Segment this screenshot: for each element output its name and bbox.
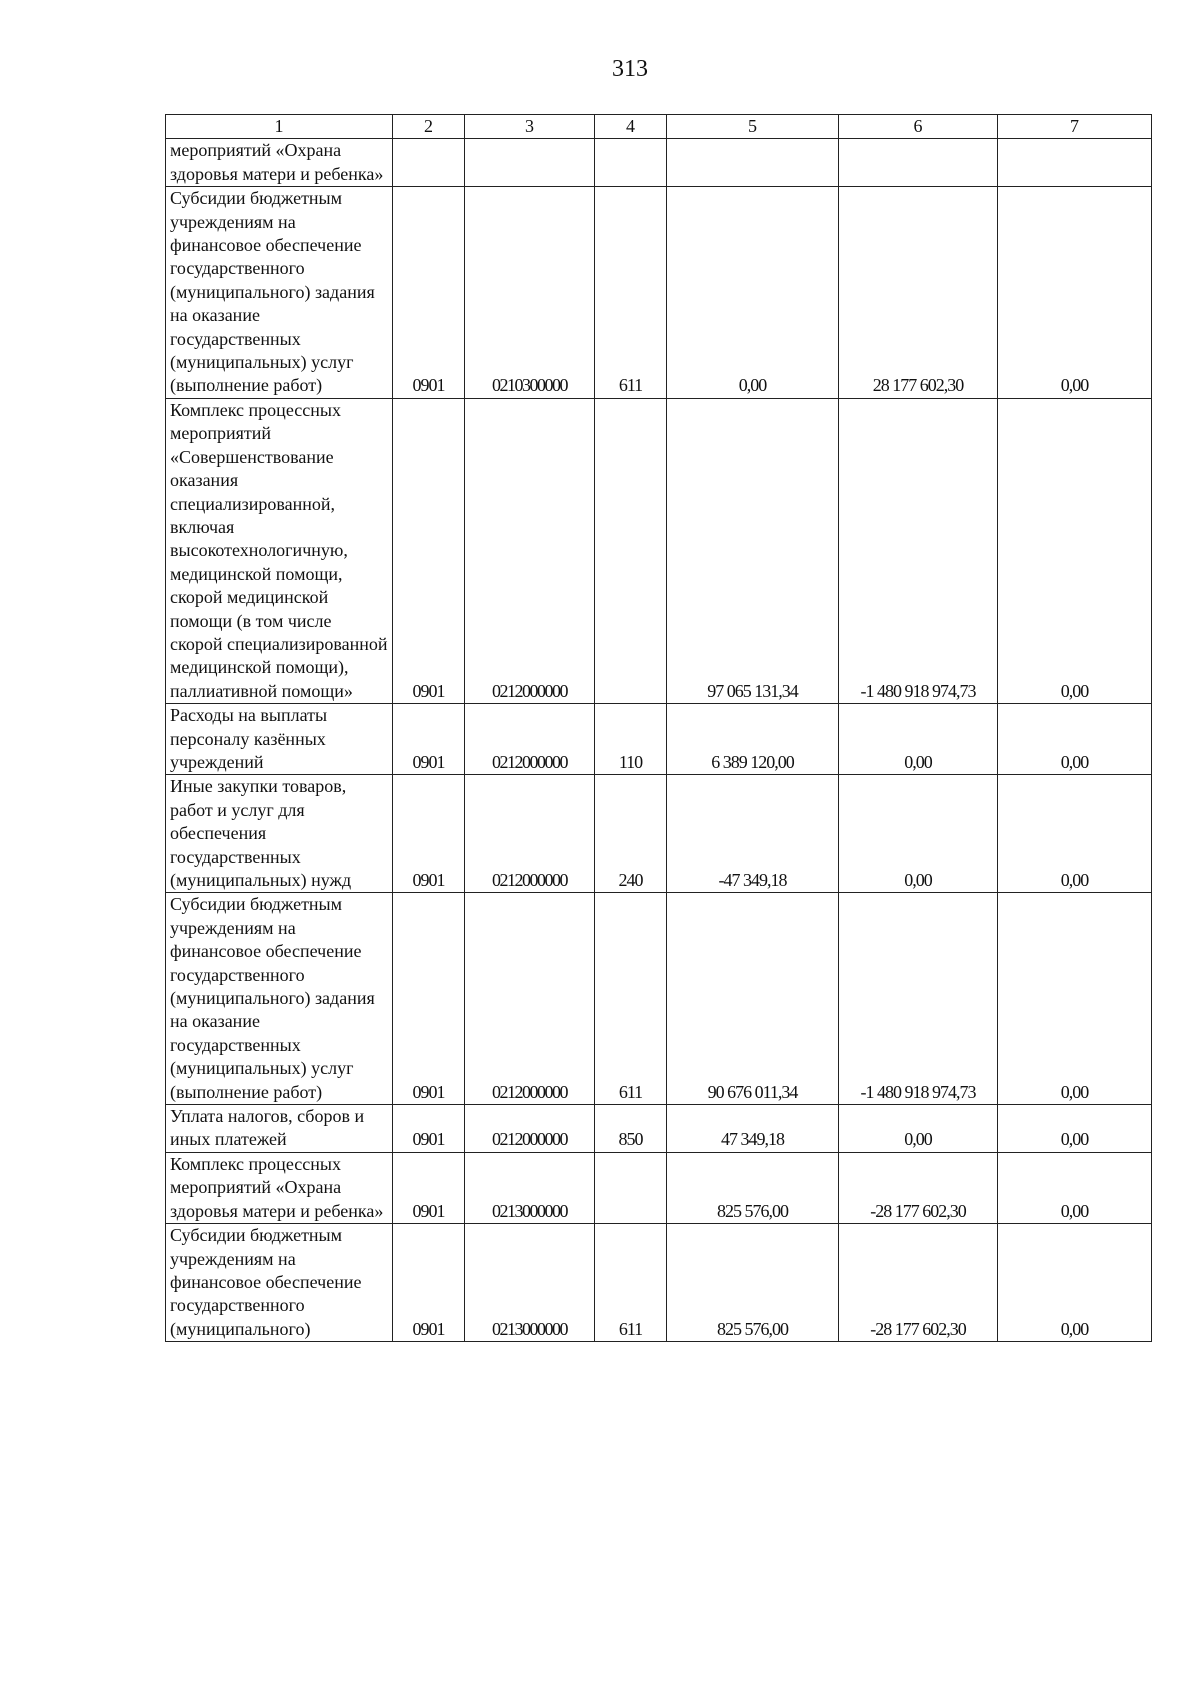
amount-col6: -28 177 602,30 [839, 1224, 998, 1342]
expense-type: 611 [595, 1224, 667, 1342]
table-row [166, 893, 1152, 1105]
section-code: 0901 [393, 1224, 465, 1342]
table-row [166, 1105, 1152, 1153]
expense-type: 611 [595, 187, 667, 399]
target-code: 0212000000 [465, 704, 595, 775]
row-name: Расходы на выплаты персоналу казённых учреждений [166, 704, 393, 775]
row-name: Субсидии бюджетным учреждениям на финансовое обеспечение государственного (муниципального) [166, 1224, 393, 1342]
table-row [166, 398, 1152, 703]
amount-col6: 0,00 [839, 1105, 998, 1153]
amount-col6 [839, 139, 998, 187]
target-code: 0212000000 [465, 398, 595, 703]
table-header-row [166, 115, 1152, 139]
amount-col7: 0,00 [998, 1152, 1152, 1223]
amount-col5: 47 349,18 [667, 1105, 839, 1153]
amount-col7: 0,00 [998, 187, 1152, 399]
target-code: 0212000000 [465, 1105, 595, 1153]
budget-table [165, 114, 1152, 1342]
amount-col5: 825 576,00 [667, 1224, 839, 1342]
section-code: 0901 [393, 187, 465, 399]
amount-col7: 0,00 [998, 398, 1152, 703]
amount-col7: 0,00 [998, 893, 1152, 1105]
column-header: 4 [595, 115, 667, 139]
target-code: 0212000000 [465, 775, 595, 893]
expense-type: 240 [595, 775, 667, 893]
section-code: 0901 [393, 775, 465, 893]
amount-col7: 0,00 [998, 1105, 1152, 1153]
table-row [166, 139, 1152, 187]
column-header: 7 [998, 115, 1152, 139]
row-name: Субсидии бюджетным учреждениям на финансовое обеспечение государственного (муниципального) задания на оказание государственных (муниципальных) услуг (выполнение работ) [166, 187, 393, 399]
section-code: 0901 [393, 1105, 465, 1153]
expense-type: 110 [595, 704, 667, 775]
table-row [166, 775, 1152, 893]
section-code: 0901 [393, 1152, 465, 1223]
page-number: 313 [612, 56, 648, 82]
amount-col5 [667, 139, 839, 187]
amount-col6: -1 480 918 974,73 [839, 893, 998, 1105]
section-code: 0901 [393, 398, 465, 703]
column-header: 6 [839, 115, 998, 139]
target-code: 0210300000 [465, 187, 595, 399]
column-header: 5 [667, 115, 839, 139]
row-name: Комплекс процессных мероприятий «Совершенствование оказания специализированной, включая высокотехнологичную, медицинской помощи, скорой медицинской помощи (в том числе скорой специализированной медицинской помощи), паллиативной помощи» [166, 398, 393, 703]
expense-type [595, 139, 667, 187]
target-code: 0213000000 [465, 1224, 595, 1342]
row-name: Субсидии бюджетным учреждениям на финансовое обеспечение государственного (муниципального) задания на оказание государственных (муниципальных) услуг (выполнение работ) [166, 893, 393, 1105]
target-code: 0213000000 [465, 1152, 595, 1223]
amount-col5: 97 065 131,34 [667, 398, 839, 703]
amount-col5: 0,00 [667, 187, 839, 399]
expense-type: 611 [595, 893, 667, 1105]
amount-col7: 0,00 [998, 1224, 1152, 1342]
amount-col5: 825 576,00 [667, 1152, 839, 1223]
amount-col6: -28 177 602,30 [839, 1152, 998, 1223]
amount-col7: 0,00 [998, 775, 1152, 893]
table-row [166, 1224, 1152, 1342]
target-code: 0212000000 [465, 893, 595, 1105]
amount-col6: 0,00 [839, 704, 998, 775]
expense-type [595, 398, 667, 703]
section-code: 0901 [393, 893, 465, 1105]
amount-col6: 0,00 [839, 775, 998, 893]
target-code [465, 139, 595, 187]
row-name: Комплекс процессных мероприятий «Охрана здоровья матери и ребенка» [166, 1152, 393, 1223]
row-name: Уплата налогов, сборов и иных платежей [166, 1105, 393, 1153]
table-row [166, 187, 1152, 399]
amount-col6: 28 177 602,30 [839, 187, 998, 399]
table-row [166, 704, 1152, 775]
section-code: 0901 [393, 704, 465, 775]
table-row [166, 1152, 1152, 1223]
column-header: 1 [166, 115, 393, 139]
column-header: 3 [465, 115, 595, 139]
amount-col5: 6 389 120,00 [667, 704, 839, 775]
amount-col7: 0,00 [998, 704, 1152, 775]
amount-col7 [998, 139, 1152, 187]
amount-col5: 90 676 011,34 [667, 893, 839, 1105]
expense-type: 850 [595, 1105, 667, 1153]
amount-col5: -47 349,18 [667, 775, 839, 893]
expense-type [595, 1152, 667, 1223]
amount-col6: -1 480 918 974,73 [839, 398, 998, 703]
section-code [393, 139, 465, 187]
row-name: мероприятий «Охрана здоровья матери и ребенка» [166, 139, 393, 187]
row-name: Иные закупки товаров, работ и услуг для обеспечения государственных (муниципальных) нужд [166, 775, 393, 893]
column-header: 2 [393, 115, 465, 139]
